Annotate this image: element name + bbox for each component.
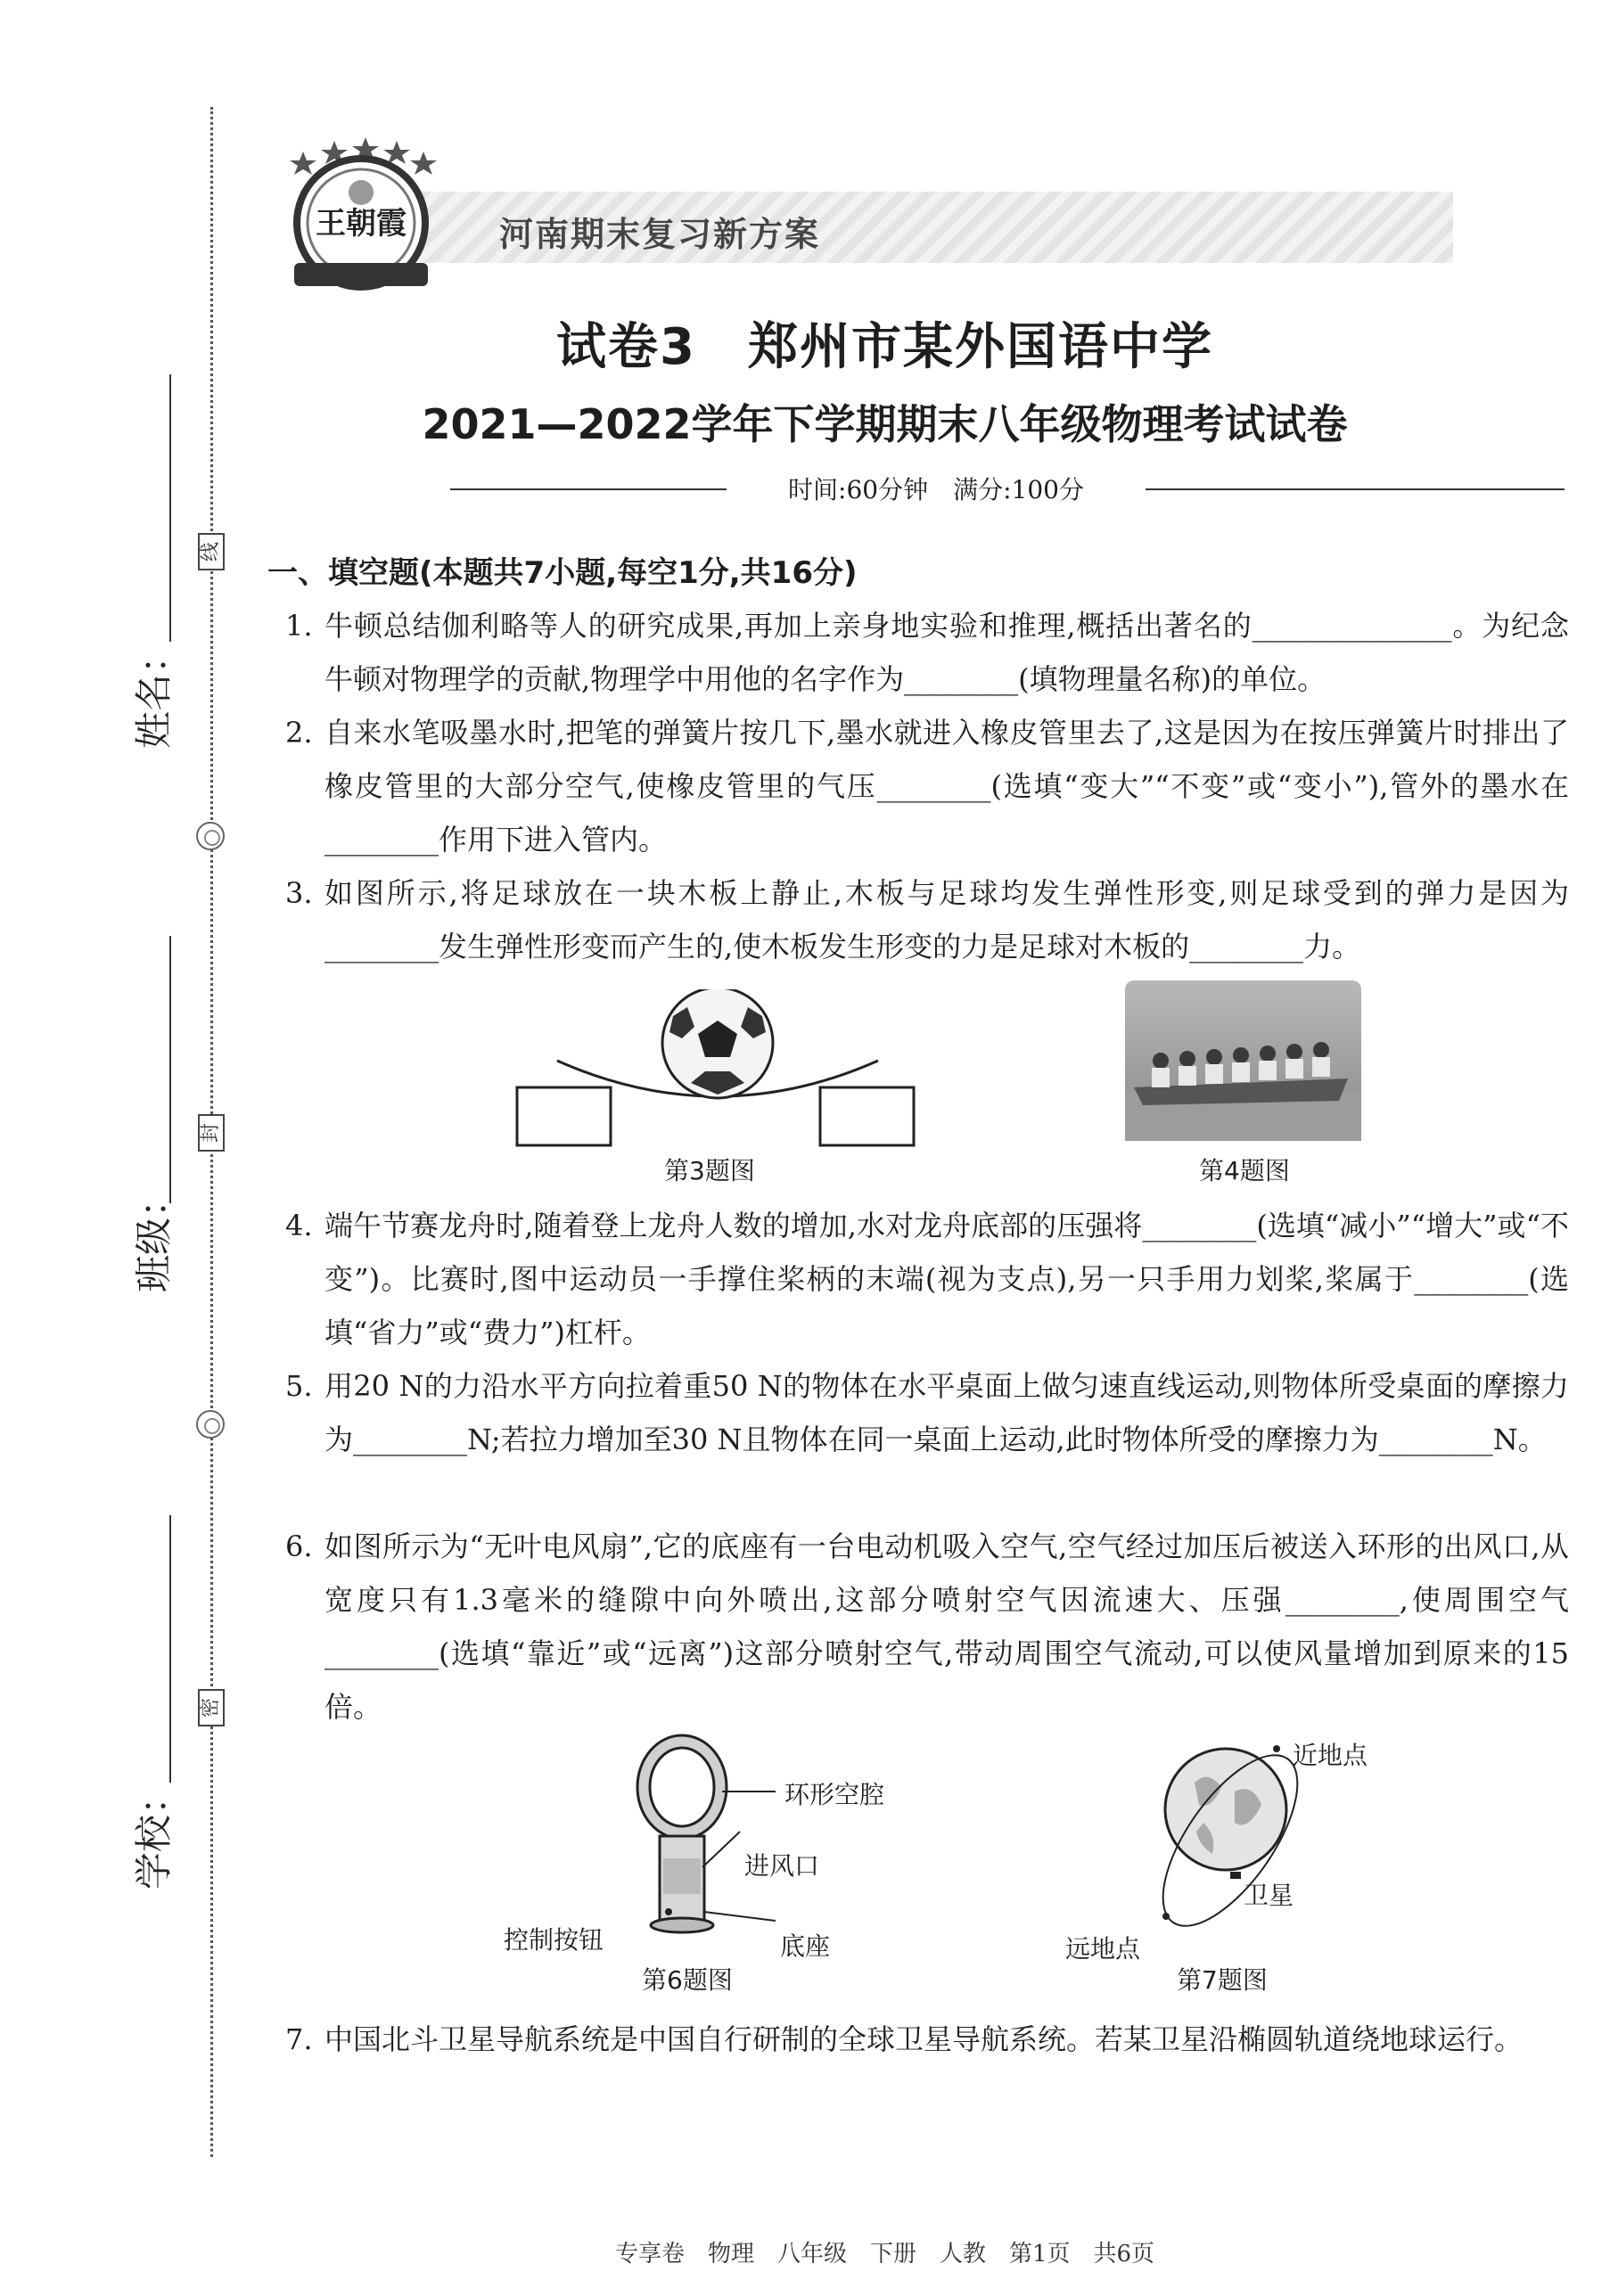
question-6 <box>285 1520 1569 1734</box>
class-underline <box>169 936 171 1203</box>
name-label: 姓名： <box>132 636 176 749</box>
question-number: 2. <box>285 716 313 750</box>
question-1 <box>285 599 1569 706</box>
fan-label-base: 底座 <box>780 1931 831 1961</box>
figure-3-ball-on-board <box>513 989 1154 1150</box>
figure-3-caption: 第3题图 <box>664 1156 755 1185</box>
question-2 <box>285 706 1569 866</box>
section-title: 一、填空题(本题共7小题,每空1分,共16分) <box>267 555 858 591</box>
fan-label-ring: 环形空腔 <box>784 1780 885 1809</box>
seal-char-line: 线 <box>198 533 225 570</box>
figure-6-caption: 第6题图 <box>642 1965 733 1995</box>
question-text: 端午节赛龙舟时,随着登上龙舟人数的增加,水对龙舟底部的压强将________(选填“减小”“增大”或“不变”)。比赛时,图中运动员一手撑住桨柄的末端(视为支点),另一只手用力划桨,桨属于________(选填“省力”或“费力”)杠杆。 <box>324 1209 1569 1349</box>
orbit-label-satellite: 卫星 <box>1244 1881 1294 1910</box>
question-number: 6. <box>285 1529 313 1563</box>
question-text: 牛顿总结伽利略等人的研究成果,再加上亲身地实验和推理,概括出著名的______________。为纪念牛顿对物理学的贡献,物理学中用他的名字作为________(填物理量名称)的单位。 <box>324 609 1569 696</box>
paper-title: 试卷3 郑州市某外国语中学 <box>556 318 1213 376</box>
binding-knot-icon <box>196 1410 225 1439</box>
question-text: 用20 N的力沿水平方向拉着重50 N的物体在水平桌面上做匀速直线运动,则物体所受桌面的摩擦力为________N;若拉力增加至30 N且物体在同一桌面上运动,此时物体所受的摩擦力为________N。 <box>324 1369 1569 1456</box>
question-7 <box>285 2013 1569 2066</box>
figure-6-bladeless-fan <box>624 1734 776 1948</box>
figure-4-caption: 第4题图 <box>1199 1156 1290 1185</box>
exam-meta: 时间:60分钟 满分:100分 <box>788 475 1084 504</box>
logo-text: 王朝霞 <box>316 206 407 242</box>
fan-label-inlet: 进风口 <box>744 1851 820 1881</box>
class-label: 班级： <box>132 1179 176 1292</box>
question-number: 5. <box>285 1369 313 1403</box>
orbit-label-apogee: 远地点 <box>1065 1934 1141 1964</box>
question-number: 4. <box>285 1209 313 1242</box>
question-number: 3. <box>285 876 313 910</box>
brand-logo <box>267 134 446 294</box>
question-4 <box>285 1199 1569 1359</box>
orbit-label-perigee: 近地点 <box>1293 1741 1368 1770</box>
seal-char-seal: 封 <box>198 1114 225 1152</box>
seal-char-secret: 密 <box>198 1689 225 1726</box>
page-footer: 专享卷 物理 八年级 下册 人教 第1页 共6页 <box>614 2241 1155 2267</box>
question-5 <box>285 1359 1569 1466</box>
question-text: 如图所示,将足球放在一块木板上静止,木板与足球均发生弹性形变,则足球受到的弹力是因为________发生弹性形变而产生的,使木板发生形变的力是足球对木板的________力。 <box>324 876 1569 964</box>
school-label: 学校： <box>132 1776 176 1890</box>
meta-rule-left <box>450 488 727 490</box>
question-number: 7. <box>285 2022 313 2056</box>
banner-text: 河南期末复习新方案 <box>499 215 821 254</box>
question-3 <box>285 866 1569 973</box>
meta-rule-right <box>1146 488 1565 490</box>
school-underline <box>169 1515 171 1783</box>
fan-label-button: 控制按钮 <box>504 1925 604 1955</box>
binding-knot-icon <box>196 822 225 850</box>
paper-subtitle: 2021—2022学年下学期期末八年级物理考试试卷 <box>422 400 1348 448</box>
question-text: 自来水笔吸墨水时,把笔的弹簧片按几下,墨水就进入橡皮管里去了,这是因为在按压弹簧片时排出了橡皮管里的大部分空气,使橡皮管里的气压________(选填“变大”“不变”或“变小”),管外的墨水在________作用下进入管内。 <box>324 716 1569 857</box>
question-text: 中国北斗卫星导航系统是中国自行研制的全球卫星导航系统。若某卫星沿椭圆轨道绕地球运行。 <box>324 2022 1524 2056</box>
question-text: 如图所示为“无叶电风扇”,它的底座有一台电动机吸入空气,空气经过加压后被送入环形的出风口,从宽度只有1.3毫米的缝隙中向外喷出,这部分喷射空气因流速大、压强________,使周围空气________(选填“靠近”或“远离”)这部分喷射空气,带动周围空气流动,可以使风量增加到原来的15倍。 <box>324 1529 1569 1724</box>
question-number: 1. <box>285 609 313 643</box>
figure-7-caption: 第7题图 <box>1177 1965 1268 1995</box>
figure-4-dragon-boat-photo <box>1125 980 1361 1141</box>
